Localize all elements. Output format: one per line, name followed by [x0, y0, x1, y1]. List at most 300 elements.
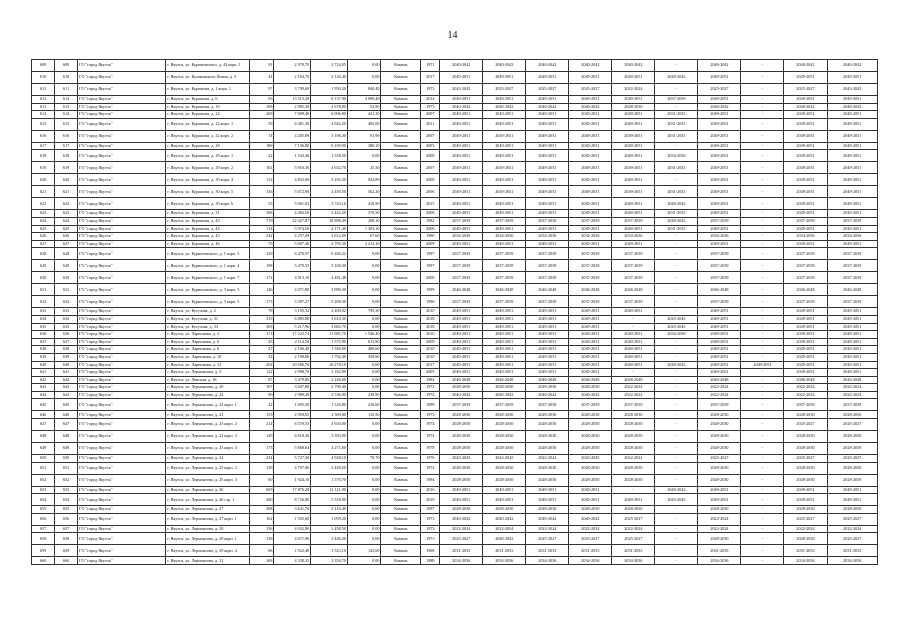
table-cell: 633 — [55, 308, 78, 316]
table-cell: 616 — [32, 130, 55, 142]
table-cell: 611 — [32, 84, 55, 96]
table-cell: г. Якутск, ул. Ларионова, д. 6 — [166, 338, 250, 346]
table-cell: 2037-2039 — [784, 399, 827, 411]
table-cell: 2040-2042 — [483, 60, 526, 72]
table-cell: 1994 — [421, 474, 440, 486]
table-row — [32, 494, 878, 506]
table-cell: 2049-2051 — [698, 494, 741, 506]
table-cell: 2037-2039 — [698, 399, 741, 411]
table-cell: ГО "город Якутск" — [78, 443, 166, 455]
table-cell: 2 795,30 — [311, 240, 348, 248]
table-cell: 2049-2051 — [784, 315, 827, 323]
table-cell: 2049-2051 — [569, 72, 612, 84]
table-cell: 2049-2051 — [569, 111, 612, 119]
table-cell: 2049-2051 — [698, 486, 741, 494]
table-cell: 2049-2051 — [827, 346, 877, 354]
table-cell: 0,00 — [347, 376, 381, 384]
table-row — [32, 315, 878, 323]
table-cell: 1 695,50 — [274, 399, 311, 411]
table-cell: - — [612, 369, 655, 377]
table-cell: - — [655, 455, 698, 463]
table-cell: 2049-2051 — [827, 338, 877, 346]
table-cell: 636 — [32, 331, 55, 339]
table-cell: 2 190,80 — [274, 353, 311, 361]
table-cell: 2037-2039 — [827, 272, 877, 284]
table-cell: 78 — [250, 308, 274, 316]
table-cell: - — [655, 260, 698, 272]
table-row — [32, 323, 878, 331]
table-row — [32, 411, 878, 419]
table-cell: - — [655, 296, 698, 308]
table-cell: - — [741, 443, 784, 455]
table-cell: 0,00 — [347, 361, 381, 369]
table-cell: 2049-2051 — [612, 210, 655, 218]
table-cell: Камень — [381, 118, 421, 130]
table-cell: 358,80 — [347, 353, 381, 361]
table-cell: 2049-2051 — [440, 111, 483, 119]
table-cell: 5 479,55 — [274, 260, 311, 272]
table-cell: 2049-2051 — [526, 142, 569, 150]
table-cell: 2037-2039 — [698, 260, 741, 272]
table-cell: 2049-2051 — [569, 308, 612, 316]
table-cell: 136 — [250, 186, 274, 198]
table-cell: 2022-2024 — [784, 384, 827, 392]
table-cell: 2037-2039 — [483, 248, 526, 260]
table-cell: 2037-2039 — [784, 272, 827, 284]
table-cell: 214 — [250, 419, 274, 431]
table-row — [32, 455, 878, 463]
table-cell: 3 195,32 — [274, 308, 311, 316]
table-cell: 2049-2051 — [612, 331, 655, 339]
table-cell: Камень — [381, 162, 421, 174]
table-cell: 1999 — [421, 284, 440, 296]
table-cell: - — [741, 186, 784, 198]
table-cell: 2049-2051 — [827, 331, 877, 339]
table-cell: 2049-2051 — [784, 72, 827, 84]
table-cell: Камень — [381, 494, 421, 506]
table-cell: 6 885,80 — [274, 315, 311, 323]
table-cell: 2040-2042 — [526, 60, 569, 72]
table-cell: 2049-2051 — [784, 353, 827, 361]
table-cell: 2037-2039 — [655, 96, 698, 104]
table-cell: - — [655, 240, 698, 248]
table-cell: г. Якутск, ул. Лермонтова, д. 27 корп. 1 — [166, 513, 250, 525]
table-cell: 4 832,69 — [274, 174, 311, 186]
table-cell: 2040-2042 — [569, 103, 612, 111]
table-cell: - — [655, 399, 698, 411]
table-cell: 2034-2036 — [784, 233, 827, 241]
table-cell: 1972 — [421, 384, 440, 392]
table-cell: 1 316,80 — [311, 399, 348, 411]
table-row — [32, 474, 878, 486]
table-cell: 2022-2024 — [612, 84, 655, 96]
table-cell: 308 — [250, 506, 274, 514]
table-cell: 2031-2033 — [655, 186, 698, 198]
table-cell: 2028-2030 — [526, 474, 569, 486]
table-cell: Камень — [381, 315, 421, 323]
table-cell: 2028-2030 — [612, 443, 655, 455]
table-cell: г. Якутск, ул. Ларионова, д. 8 — [166, 346, 250, 354]
table-cell: 2005 — [421, 369, 440, 377]
table-cell: 2034-2036 — [655, 150, 698, 162]
table-cell: г. Якутск, ул. Лермонтова, д. 25 корп. 2 — [166, 462, 250, 474]
table-cell: 2022-2024 — [440, 525, 483, 533]
table-cell: 1978 — [421, 443, 440, 455]
table-cell: 2049-2051 — [526, 210, 569, 218]
table-cell: ГО "город Якутск" — [78, 210, 166, 218]
table-cell: 198 — [250, 260, 274, 272]
table-cell: 25,50 — [347, 162, 381, 174]
table-cell: 648 — [55, 431, 78, 443]
table-cell: 2037-2039 — [569, 399, 612, 411]
table-cell: 2049-2051 — [827, 162, 877, 174]
table-cell: 0,00 — [347, 494, 381, 506]
table-cell: 2040-2042 — [526, 513, 569, 525]
table-cell: г. Якутск, ул. Курашова, д. 29 корп. 1 — [166, 150, 250, 162]
table-cell: - — [741, 162, 784, 174]
table-cell: 650 — [55, 455, 78, 463]
table-cell: Камень — [381, 506, 421, 514]
table-cell: 2028-2030 — [612, 462, 655, 474]
table-cell: - — [655, 411, 698, 419]
table-cell: 2028-2030 — [440, 462, 483, 474]
table-cell: 2049-2051 — [569, 96, 612, 104]
table-cell: 2049-2051 — [698, 210, 741, 218]
table-cell: 2049-2051 — [569, 142, 612, 150]
table-row — [32, 130, 878, 142]
table-cell: 32 — [250, 353, 274, 361]
table-cell: 2 959,65 — [274, 411, 311, 419]
table-row — [32, 557, 878, 565]
table-cell: 59 — [250, 118, 274, 130]
table-row — [32, 369, 878, 377]
table-cell: - — [741, 217, 784, 225]
table-cell: 2049-2051 — [483, 369, 526, 377]
table-cell: 173 — [250, 443, 274, 455]
table-cell: 840,40 — [347, 84, 381, 96]
table-cell: - — [655, 525, 698, 533]
table-cell: 2049-2051 — [526, 486, 569, 494]
table-cell: 2049-2051 — [440, 331, 483, 339]
table-cell: 229 — [250, 248, 274, 260]
table-cell: 2007 — [421, 130, 440, 142]
table-cell: Камень — [381, 260, 421, 272]
table-cell: - — [741, 486, 784, 494]
table-cell: 16 278,10 — [311, 361, 348, 369]
table-cell: 173 — [250, 296, 274, 308]
table-cell: 2028-2030 — [784, 533, 827, 545]
table-cell: 2 162,90 — [311, 369, 348, 377]
table-row — [32, 331, 878, 339]
table-cell: 613 — [55, 103, 78, 111]
table-cell: 1973 — [421, 411, 440, 419]
table-cell: 2037-2039 — [569, 272, 612, 284]
table-cell: - — [655, 419, 698, 431]
table-cell: 2025-2027 — [569, 533, 612, 545]
table-cell: 208,10 — [347, 217, 381, 225]
table-cell: 60 — [250, 474, 274, 486]
table-cell: - — [741, 248, 784, 260]
table-cell: 2003 — [421, 142, 440, 150]
table-cell: г. Якутск, ул. Лермонтова, д. 23 корп. 3 — [166, 431, 250, 443]
table-cell: 2049-2051 — [698, 315, 741, 323]
table-cell: 2007 — [421, 162, 440, 174]
table-cell: 2028-2030 — [784, 506, 827, 514]
table-cell: 2049-2051 — [569, 315, 612, 323]
table-cell: 2006 — [421, 186, 440, 198]
table-cell: 2049-2051 — [784, 174, 827, 186]
table-cell: 2028-2030 — [440, 474, 483, 486]
table-cell: 641 — [32, 369, 55, 377]
table-cell: 605 — [250, 486, 274, 494]
table-cell: 2046-2048 — [569, 376, 612, 384]
table-cell: г. Якутск, ул. Кутузова, д. 31 — [166, 315, 250, 323]
table-cell: 2040-2042 — [655, 217, 698, 225]
table-cell: - — [655, 557, 698, 565]
table-cell: 0,00 — [347, 323, 381, 331]
table-cell: 2034-2036 — [827, 233, 877, 241]
table-cell: 4 205,89 — [274, 130, 311, 142]
table-cell: 2037-2039 — [612, 399, 655, 411]
table-cell: 2049-2051 — [784, 331, 827, 339]
table-cell: 2046-2048 — [827, 376, 877, 384]
table-cell: 202 — [250, 361, 274, 369]
table-cell: Камень — [381, 323, 421, 331]
table-cell: 2 114,50 — [274, 338, 311, 346]
table-cell: 642 — [55, 376, 78, 384]
table-cell: 2 400,02 — [311, 308, 348, 316]
table-cell: 2049-2051 — [483, 118, 526, 130]
table-cell: - — [741, 174, 784, 186]
table-cell: 2043-2045 — [655, 494, 698, 506]
table-cell: 2049-2051 — [526, 118, 569, 130]
table-cell: 2049-2051 — [569, 369, 612, 377]
table-cell: 2049-2051 — [612, 174, 655, 186]
table-cell: 2009 — [421, 240, 440, 248]
table-cell: г. Якутск, ул. Лермонтова, д. 27 — [166, 506, 250, 514]
table-cell: 630 — [55, 272, 78, 284]
table-cell: 2043-2045 — [440, 84, 483, 96]
table-cell: г. Якутск, ул. Курашова, д. 46 — [166, 240, 250, 248]
table-cell: Камень — [381, 431, 421, 443]
table-cell: 631 — [55, 284, 78, 296]
table-cell: 629 — [55, 260, 78, 272]
table-cell: г. Якутск, ул. Лермонтова, д. 24 — [166, 455, 250, 463]
table-cell: 647 — [55, 419, 78, 431]
page-number: 14 — [447, 30, 458, 41]
table-cell: Камень — [381, 462, 421, 474]
table-cell: 171 — [250, 331, 274, 339]
table-cell: 2049-2051 — [698, 96, 741, 104]
table-cell: 2046-2048 — [569, 284, 612, 296]
table-cell: 2028-2030 — [784, 474, 827, 486]
table-cell: 2049-2051 — [526, 494, 569, 506]
table-cell: 2049-2051 — [612, 225, 655, 233]
table-cell: 2022-2024 — [526, 525, 569, 533]
table-cell: 1974 — [421, 391, 440, 399]
table-cell: - — [655, 248, 698, 260]
table-cell: 636 — [55, 331, 78, 339]
table-cell: 1973 — [421, 513, 440, 525]
table-cell: 17 876,20 — [274, 486, 311, 494]
table-cell: 2031-2033 — [827, 545, 877, 557]
table-cell: - — [612, 486, 655, 494]
table-cell: - — [741, 225, 784, 233]
table-cell: г. Якутск, ул. Курашова, д. 22 — [166, 111, 250, 119]
table-cell: г. Якутск, ул. Ларионова, д. 12 — [166, 361, 250, 369]
table-cell: - — [741, 103, 784, 111]
table-cell: 647 — [32, 419, 55, 431]
table-cell: 2049-2051 — [827, 142, 877, 150]
table-cell: 2049-2051 — [612, 186, 655, 198]
table-cell: 2049-2051 — [698, 308, 741, 316]
table-cell: 637 — [32, 338, 55, 346]
table-cell: - — [741, 210, 784, 218]
table-cell: Камень — [381, 111, 421, 119]
table-cell: 654 — [55, 494, 78, 506]
table-cell: - — [741, 308, 784, 316]
table-cell: 2040-2042 — [483, 513, 526, 525]
table-cell: ГО "город Якутск" — [78, 384, 166, 392]
table-cell: 2034-2036 — [526, 233, 569, 241]
table-cell: 0,00 — [347, 486, 381, 494]
table-row — [32, 210, 878, 218]
table-cell: 646 — [32, 411, 55, 419]
table-cell: - — [741, 419, 784, 431]
table-cell: 2049-2051 — [698, 162, 741, 174]
table-cell: ГО "город Якутск" — [78, 217, 166, 225]
table-cell: ГО "город Якутск" — [78, 353, 166, 361]
table-cell: 619 — [55, 162, 78, 174]
table-cell: 2028-2030 — [612, 506, 655, 514]
table-cell: 0,00 — [347, 272, 381, 284]
table-row — [32, 296, 878, 308]
table-row — [32, 150, 878, 162]
table-cell: г. Якутск, ул. Курнатовского, д. 3 корп. 5 — [166, 296, 250, 308]
table-cell: 642 — [32, 376, 55, 384]
table-cell: 640 — [55, 361, 78, 369]
table-cell: 634 — [32, 315, 55, 323]
table-cell: 1 523,10 — [311, 545, 348, 557]
table-cell: 2028-2030 — [612, 411, 655, 419]
table-body — [32, 60, 878, 565]
table-cell: 7 136,80 — [274, 142, 311, 150]
table-cell: 2049-2051 — [569, 186, 612, 198]
table-cell: 659 — [32, 545, 55, 557]
table-cell: - — [655, 369, 698, 377]
table-cell: 2049-2051 — [526, 369, 569, 377]
table-cell: 2028-2030 — [483, 384, 526, 392]
table-cell: 0,00 — [347, 443, 381, 455]
table-cell: 2049-2051 — [784, 338, 827, 346]
table-cell: 1 543,40 — [274, 150, 311, 162]
table-cell: 2049-2051 — [569, 353, 612, 361]
table-cell: 234 — [250, 455, 274, 463]
table-cell: Камень — [381, 346, 421, 354]
table-cell: 2049-2051 — [698, 118, 741, 130]
table-cell: 2 569,80 — [311, 411, 348, 419]
table-cell: Камень — [381, 443, 421, 455]
table-cell: 2049-2051 — [526, 198, 569, 210]
table-cell: 659 — [55, 545, 78, 557]
table-cell: 2049-2051 — [784, 225, 827, 233]
table-cell: 2049-2051 — [612, 338, 655, 346]
table-cell: 2049-2051 — [698, 150, 741, 162]
table-cell: Камень — [381, 331, 421, 339]
table-cell: 67,60 — [347, 233, 381, 241]
table-cell: - — [655, 506, 698, 514]
table-cell: 634 — [55, 315, 78, 323]
table-cell: 2037-2039 — [612, 248, 655, 260]
table-cell: 2040-2042 — [655, 361, 698, 369]
table-cell: 2049-2051 — [612, 198, 655, 210]
table-cell: - — [741, 369, 784, 377]
table-cell: 2022-2024 — [784, 391, 827, 399]
table-cell: 5 397,27 — [274, 296, 311, 308]
table-cell: 370,50 — [347, 210, 381, 218]
table-cell: 2049-2051 — [612, 162, 655, 174]
table-cell: 2022-2024 — [612, 455, 655, 463]
table-cell: г. Якутск, ул. Лермонтова, д. 22 — [166, 391, 250, 399]
table-cell: 3 743,16 — [311, 198, 348, 210]
table-cell: 2022-2024 — [612, 391, 655, 399]
table-cell: г. Якутск, ул. Курашова, д. 6 — [166, 96, 250, 104]
table-cell: 2040-2042 — [440, 513, 483, 525]
table-cell: 2049-2051 — [440, 162, 483, 174]
table-cell: 2049-2051 — [784, 111, 827, 119]
table-cell: 2049-2051 — [483, 162, 526, 174]
table-cell: ГО "город Якутск" — [78, 315, 166, 323]
table-cell: 0,00 — [347, 60, 381, 72]
table-cell: 2043-2045 — [483, 455, 526, 463]
table-cell: 2040-2042 — [526, 391, 569, 399]
table-cell: 2037-2039 — [483, 399, 526, 411]
table-cell: 625 — [32, 225, 55, 233]
table-cell: 2049-2051 — [440, 315, 483, 323]
table-cell: - — [741, 525, 784, 533]
table-cell: 2049-2051 — [440, 130, 483, 142]
table-cell: Камень — [381, 103, 421, 111]
table-cell: 615 — [32, 118, 55, 130]
table-cell: Камень — [381, 150, 421, 162]
table-row — [32, 399, 878, 411]
table-cell: ГО "город Якутск" — [78, 103, 166, 111]
table-cell: г. Якутск, ул. Курашова, д. 31 — [166, 210, 250, 218]
table-cell: 2049-2051 — [440, 494, 483, 506]
table-cell: 2049-2051 — [569, 118, 612, 130]
table-cell: 2049-2051 — [612, 361, 655, 369]
table-cell: г. Якутск, ул. Курнатовского, д. 1 корп. 4 — [166, 260, 250, 272]
table-cell: 6 266,22 — [311, 248, 348, 260]
table-cell: 2037-2039 — [784, 296, 827, 308]
table-cell: 1 792,40 — [311, 353, 348, 361]
table-cell: 2049-2051 — [483, 186, 526, 198]
table-cell: г. Якутск, ул. Курашова, д. 19 — [166, 103, 250, 111]
table-cell: ГО "город Якутск" — [78, 296, 166, 308]
table-cell: 2049-2051 — [569, 130, 612, 142]
table-cell: 0,00 — [347, 384, 381, 392]
table-cell: г. Якутск, ул. Лермонтова, д. 26 — [166, 486, 250, 494]
table-cell: Камень — [381, 376, 421, 384]
table-cell: 2043-2045 — [569, 455, 612, 463]
table-cell: 2037-2039 — [526, 296, 569, 308]
table-cell: г. Якутск, ул. Курашова, д. 44 — [166, 225, 250, 233]
table-cell: 2028-2030 — [440, 443, 483, 455]
table-cell: 2034-2036 — [483, 233, 526, 241]
table-cell: - — [741, 353, 784, 361]
table-cell: 2049-2051 — [440, 346, 483, 354]
table-cell: - — [655, 84, 698, 96]
